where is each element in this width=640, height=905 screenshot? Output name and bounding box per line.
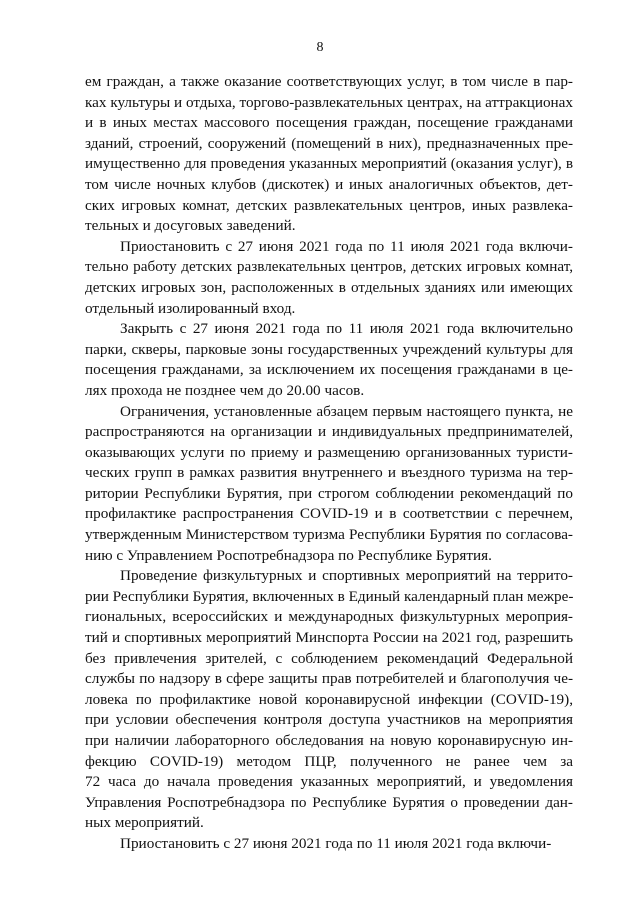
text-line: отдельный изолированный вход. xyxy=(85,299,296,317)
text-line: лях прохода не позднее чем до 20.00 часов. xyxy=(85,381,365,399)
text-line: ных мероприятий. xyxy=(85,814,204,832)
text-line: Приостановить с 27 июня 2021 года по 11 июля 2021 года включи- xyxy=(120,834,552,852)
text-line: Управления Роспотребнадзора по Республике Бурятия о проведении дан- xyxy=(85,793,573,811)
text-line: парки, скверы, парковые зоны государственных учреждений культуры для xyxy=(85,340,573,358)
text-line: тий и спортивных мероприятий Минспорта России на 2021 год, разрешить xyxy=(85,629,573,647)
text-line: профилактике распространения COVID-19 и в соответствии с перечнем, xyxy=(85,505,573,523)
text-line: фекцию COVID-19) методом ПЦР, полученного не ранее чем за xyxy=(85,752,573,770)
text-line: без привлечения зрителей, с соблюдением рекомендаций Федеральной xyxy=(85,649,573,667)
text-line: гиональных, всероссийских и международных физкультурных мероприя- xyxy=(85,608,573,626)
text-line: службы по надзору в сфере защиты прав потребителей и благополучия че- xyxy=(85,670,573,688)
text-line: том числе ночных клубов (дискотек) и иных аналогичных объектов, дет- xyxy=(85,175,573,193)
text-line: имущественно для проведения указанных мероприятий (оказания услуг), в xyxy=(85,155,573,173)
text-line: детских игровых зон, расположенных в отдельных зданиях или имеющих xyxy=(85,278,573,296)
text-line: Ограничения, установленные абзацем первым настоящего пункта, не xyxy=(120,402,573,420)
paragraph xyxy=(85,402,573,567)
paragraph xyxy=(85,237,573,319)
text-line: ках культуры и отдыха, торгово-развлекательных центрах, на аттракционах xyxy=(85,93,573,111)
text-line: Закрыть с 27 июня 2021 года по 11 июля 2021 года включительно xyxy=(120,320,573,338)
text-line: при условии обеспечения контроля доступа участников на мероприятия xyxy=(85,711,573,729)
text-line: ритории Республики Бурятия, при строгом соблюдении рекомендаций по xyxy=(85,484,573,502)
text-line: оказывающих услуги по приему и размещению организованных туристи- xyxy=(85,443,573,461)
text-line: Приостановить с 27 июня 2021 года по 11 июля 2021 года включи- xyxy=(120,237,573,255)
text-line: рии Республики Бурятия, включенных в Единый календарный план межре- xyxy=(85,587,574,605)
paragraph xyxy=(85,319,573,401)
text-line: ческих групп в рамках развития внутреннего и въездного туризма на тер- xyxy=(85,464,573,482)
text-line: и в иных местах массового посещения граждан, посещение гражданами xyxy=(85,114,573,132)
text-line: 72 часа до начала проведения указанных мероприятий, и уведомления xyxy=(85,773,573,791)
paragraph xyxy=(85,72,573,237)
document-body xyxy=(85,72,573,855)
paragraph xyxy=(85,566,573,834)
text-line: тельных и досуговых заведений. xyxy=(85,217,296,235)
text-line: зданий, строений, сооружений (помещений в них), предназначенных пре- xyxy=(85,134,573,152)
text-line: Проведение физкультурных и спортивных мероприятий на террито- xyxy=(120,567,573,585)
text-line: утвержденным Министерством туризма Республики Бурятия по согласова- xyxy=(85,526,573,544)
page-number: 8 xyxy=(316,40,324,55)
text-line: тельно работу детских развлекательных центров, детских игровых комнат, xyxy=(85,258,573,276)
text-line: ловека по профилактике новой коронавирусной инфекции (COVID-19), xyxy=(85,690,573,708)
text-line: ем граждан, а также оказание соответствующих услуг, в том числе в пар- xyxy=(85,73,573,90)
text-line: распространяются на организации и индивидуальных предпринимателей, xyxy=(85,423,573,441)
text-line: при наличии лабораторного обследования на новую коронавирусную ин- xyxy=(85,732,573,749)
text-line: ских игровых комнат, детских развлекательных центров, иных развлека- xyxy=(85,196,573,214)
text-line: посещения гражданами, за исключением их посещения гражданами в це- xyxy=(85,361,573,379)
text-line: нию с Управлением Роспотребнадзора по Республике Бурятия. xyxy=(85,546,492,564)
paragraph xyxy=(85,834,573,855)
